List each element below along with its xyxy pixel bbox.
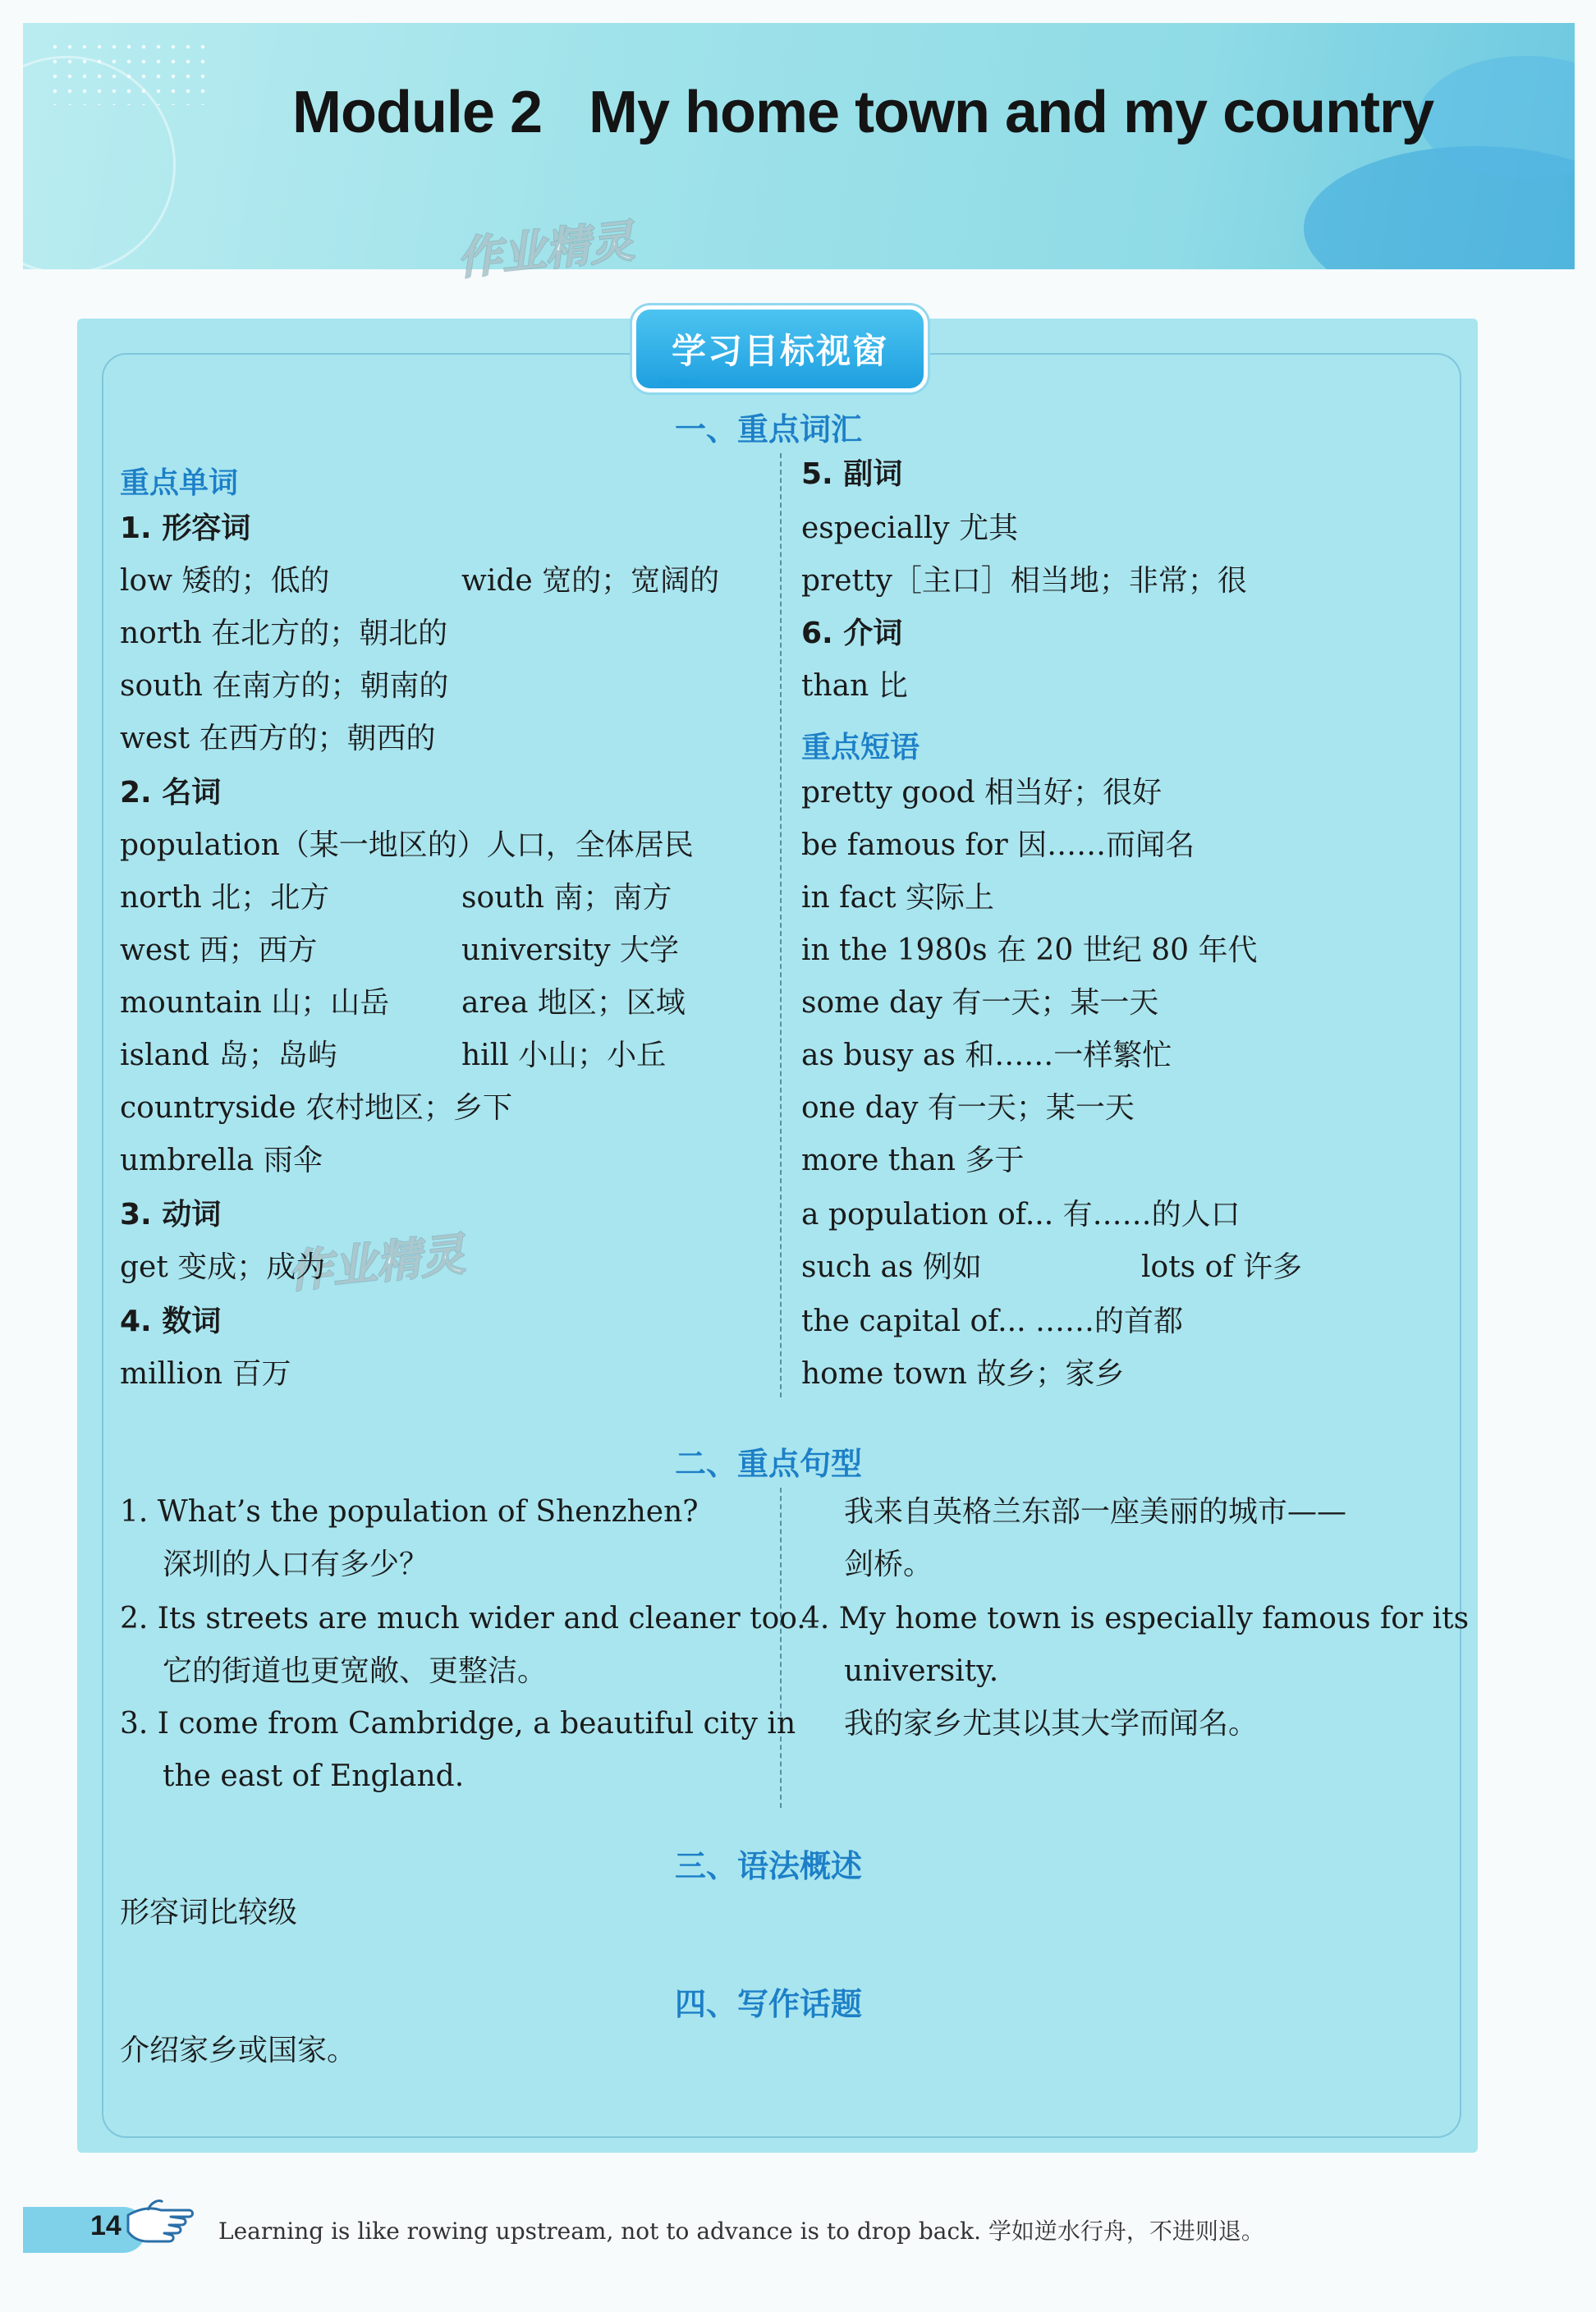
page-title: Module 2 My home town and my country: [292, 80, 1434, 145]
section-heading-grammar: 三、语法概述: [675, 1848, 863, 1884]
vocab-item: population（某一地区的）人口，全体居民: [120, 828, 694, 862]
vocab-item: mountain 山；山岳: [120, 986, 390, 1020]
phrase-item: such as 例如: [801, 1250, 982, 1284]
vocab-item: low 矮的；低的: [120, 564, 330, 598]
watermark: 作业精灵: [285, 1227, 468, 1299]
adjective-heading: 1. 形容词: [120, 511, 251, 545]
footer-motto: Learning is like rowing upstream, not to advance is to drop back. 学如逆水行舟，不进则退。: [218, 2218, 1264, 2245]
pointing-hand-icon: [123, 2190, 197, 2248]
arrows-icon: »»»»»»: [657, 371, 698, 391]
grammar-text: 形容词比较级: [120, 1896, 298, 1929]
verb-heading: 3. 动词: [120, 1198, 222, 1232]
phrase-item: as busy as 和……一样繁忙: [801, 1039, 1172, 1072]
vocab-item: north 在北方的；朝北的: [120, 617, 448, 650]
key-phrases-heading: 重点短语: [801, 731, 920, 764]
header-band: [23, 23, 1575, 269]
vocab-item: island 岛；岛屿: [120, 1039, 337, 1072]
phrase-item: be famous for 因……而闻名: [801, 828, 1195, 862]
numeral-heading: 4. 数词: [120, 1305, 222, 1338]
sentence-en: 3. I come from Cambridge, a beautiful city in: [120, 1707, 796, 1741]
phrase-item: pretty good 相当好；很好: [801, 776, 1163, 810]
sentence-cn: 我来自英格兰东部一座美丽的城市——: [844, 1495, 1347, 1529]
sentence-en: 1. What’s the population of Shenzhen?: [120, 1495, 699, 1529]
phrase-item: home town 故乡；家乡: [801, 1357, 1125, 1391]
watermark: 作业精灵: [454, 214, 637, 286]
vocab-item: pretty［主口］相当地；非常；很: [801, 564, 1247, 598]
phrase-item: some day 有一天；某一天: [801, 986, 1159, 1020]
vocab-item: west 在西方的；朝西的: [120, 722, 436, 755]
preposition-heading: 6. 介词: [801, 617, 903, 650]
sentence-cn: 剑桥。: [844, 1548, 933, 1581]
sentence-en: 2. Its streets are much wider and cleaner too.: [120, 1602, 806, 1635]
phrase-item: more than 多于: [801, 1144, 1025, 1177]
sentence-cn: 它的街道也更宽敞、更整洁。: [163, 1654, 548, 1688]
vocab-item: university 大学: [461, 934, 679, 967]
sentence-cn: 深圳的人口有多少？: [163, 1548, 429, 1581]
sentence-en: 4. My home town is especially famous for its: [801, 1602, 1470, 1635]
vocab-item: million 百万: [120, 1357, 291, 1391]
vocab-item: countryside 农村地区；乡下: [120, 1091, 513, 1125]
vocab-item: especially 尤其: [801, 511, 1019, 545]
sentence-en: the east of England.: [163, 1759, 465, 1793]
phrase-item: one day 有一天；某一天: [801, 1091, 1135, 1125]
vocab-item: than 比: [801, 669, 908, 703]
vocab-item: west 西；西方: [120, 934, 318, 967]
noun-heading: 2. 名词: [120, 776, 222, 810]
vocab-item: umbrella 雨伞: [120, 1144, 323, 1177]
page-number: 14: [90, 2210, 122, 2241]
section-heading-writing: 四、写作话题: [675, 1986, 863, 2022]
phrase-item: lots of 许多: [1141, 1250, 1303, 1284]
phrase-item: the capital of... ……的首都: [801, 1305, 1183, 1338]
key-words-heading: 重点单词: [120, 466, 239, 500]
vocab-item: area 地区；区域: [461, 986, 686, 1020]
vocab-item: hill 小山；小丘: [461, 1039, 667, 1072]
column-divider: [780, 453, 782, 1397]
vocab-item: wide 宽的；宽阔的: [461, 564, 720, 598]
sentence-cn: 我的家乡尤其以其大学而闻名。: [844, 1707, 1259, 1741]
phrase-item: a population of... 有……的人口: [801, 1198, 1241, 1232]
vocab-item: south 在南方的；朝南的: [120, 669, 449, 703]
vocab-item: north 北；北方: [120, 881, 330, 915]
section-heading-vocab: 一、重点词汇: [675, 411, 863, 447]
vocab-item: south 南；南方: [461, 881, 672, 915]
column-divider: [780, 1488, 782, 1808]
sentence-en: university.: [844, 1654, 999, 1688]
adverb-heading: 5. 副词: [801, 457, 903, 491]
phrase-item: in fact 实际上: [801, 881, 995, 915]
phrase-item: in the 1980s 在 20 世纪 80 年代: [801, 934, 1258, 967]
vocab-item: get 变成；成为: [120, 1250, 326, 1284]
section-banner: 学习目标视窗: [632, 305, 928, 392]
section-heading-sentences: 二、重点句型: [675, 1446, 863, 1482]
writing-text: 介绍家乡或国家。: [120, 2034, 357, 2067]
